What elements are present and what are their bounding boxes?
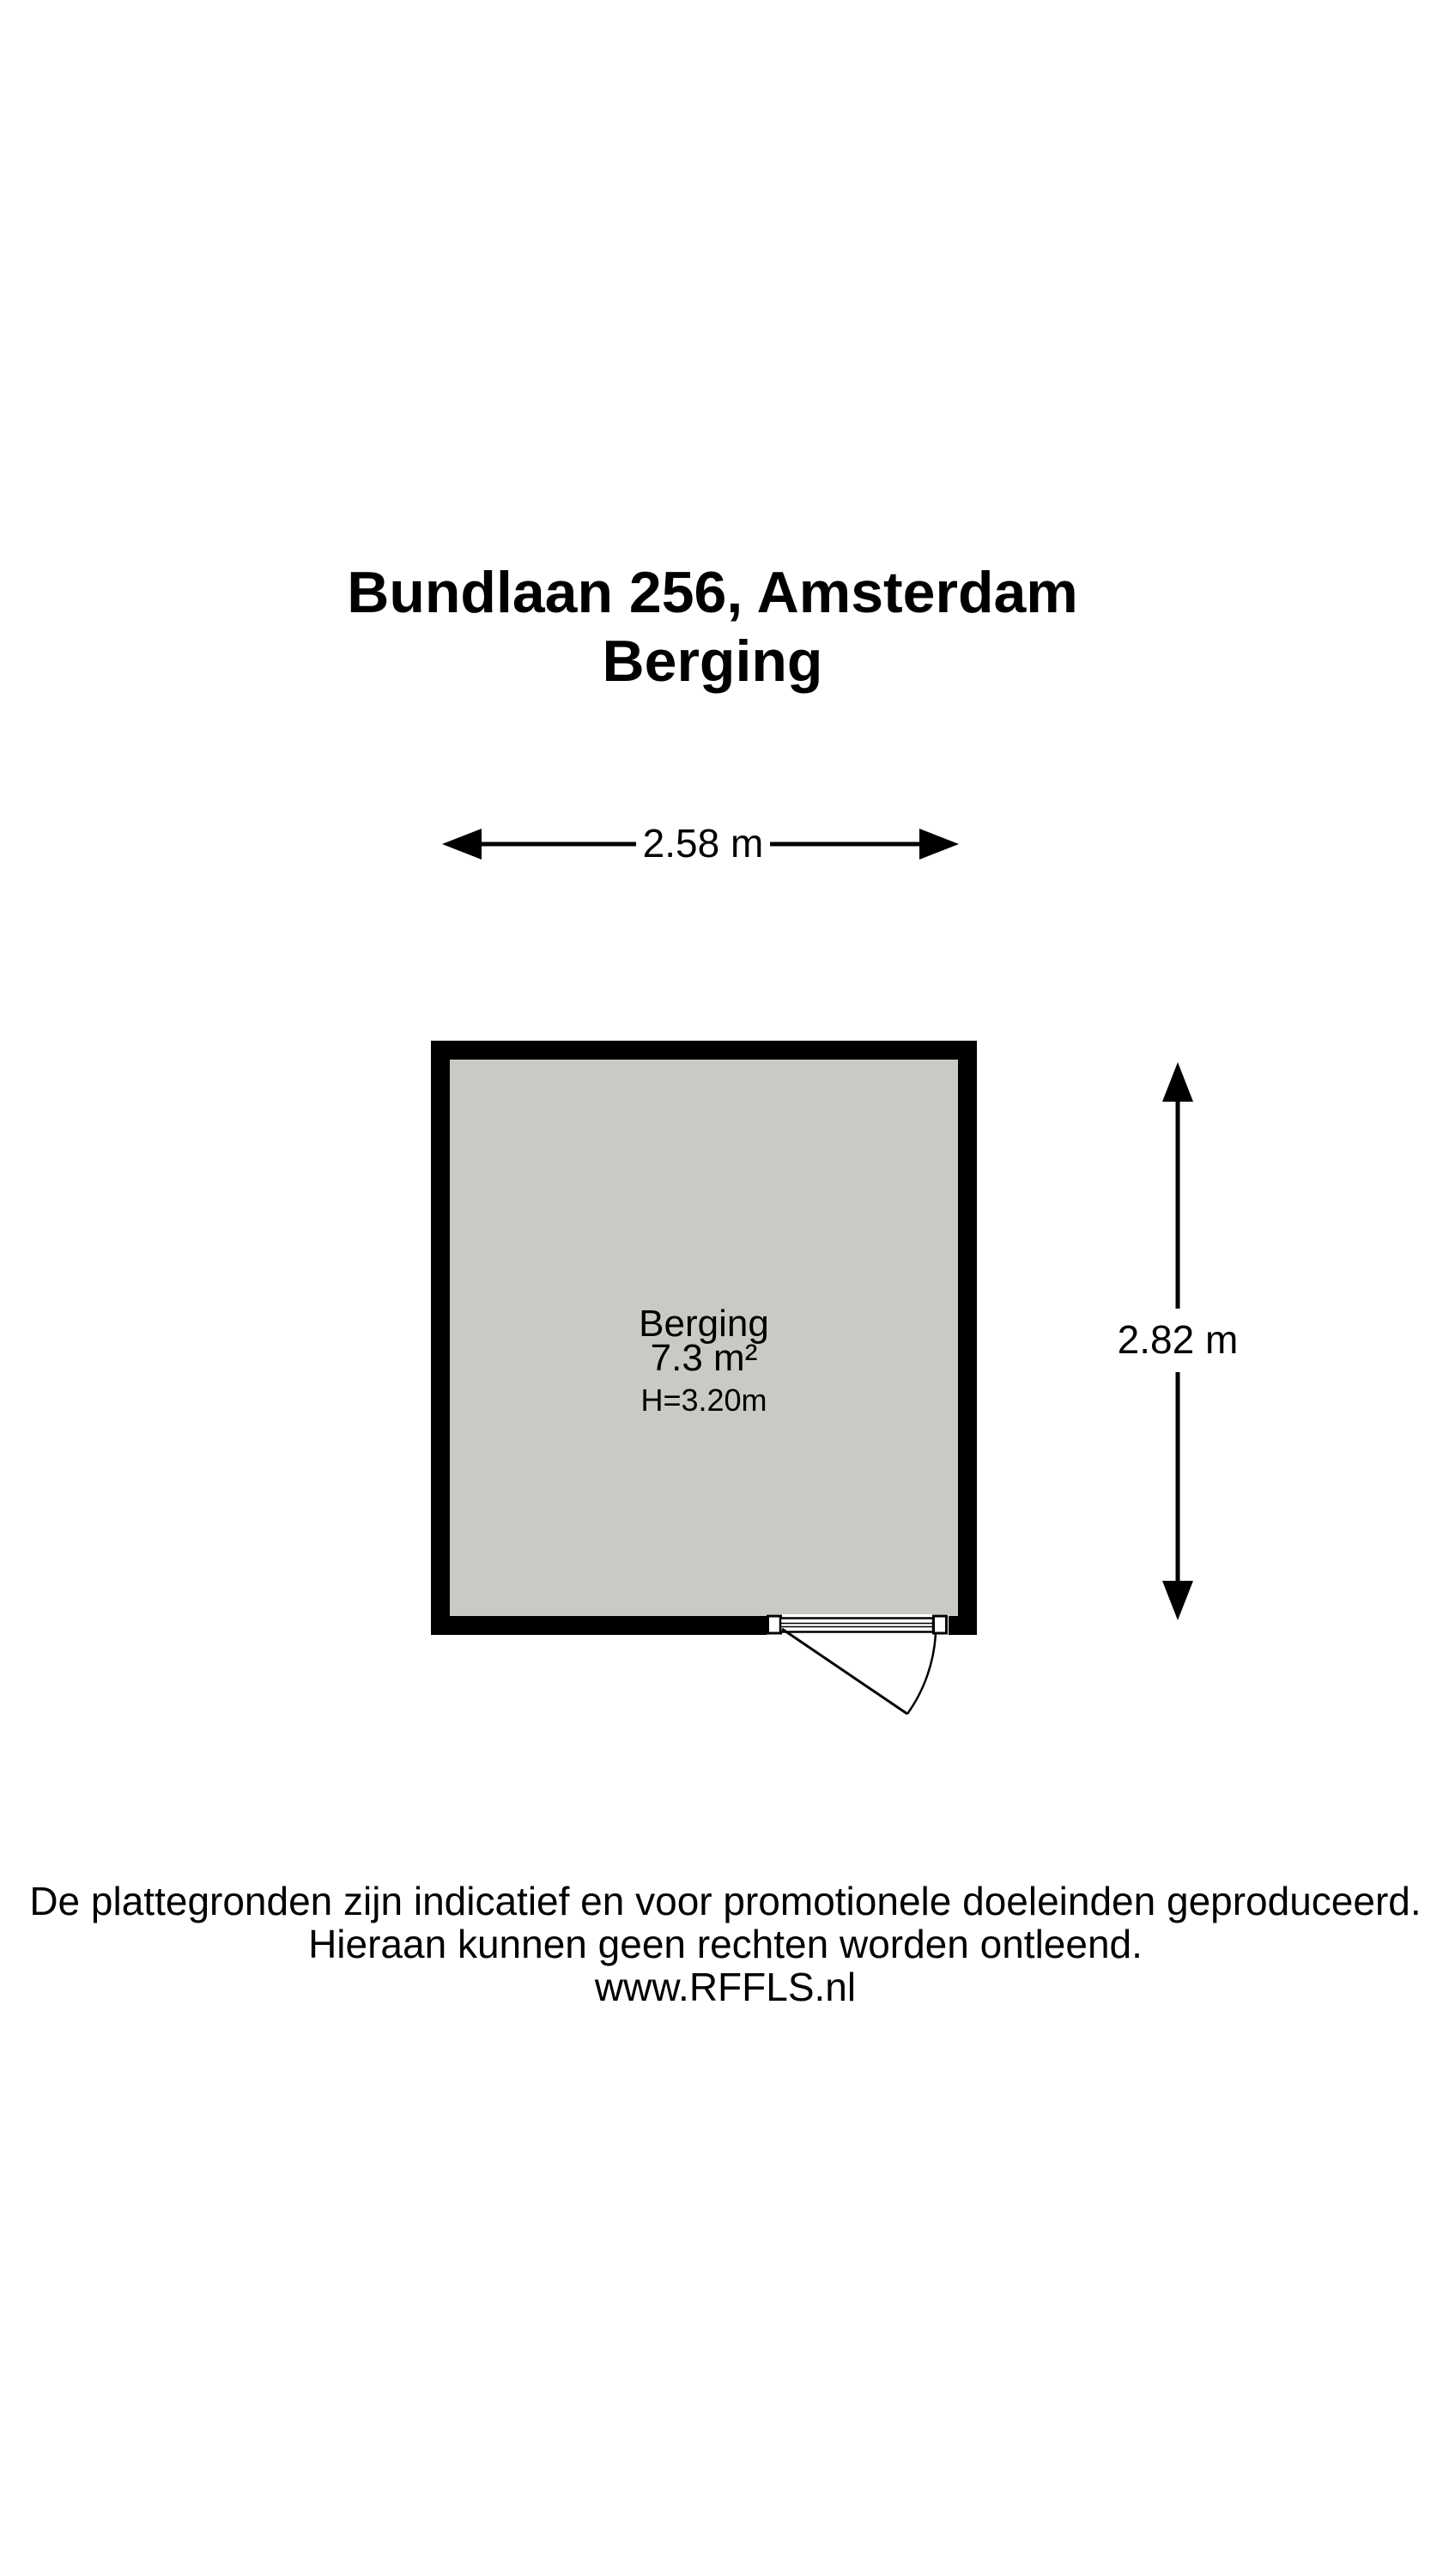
disclaimer-line-2: Hieraan kunnen geen rechten worden ontleend. <box>308 1922 1143 1966</box>
room-height-label: H=3.20m <box>640 1382 767 1418</box>
door-leaf <box>782 1629 907 1714</box>
height-dimension-label: 2.82 m <box>1117 1317 1239 1362</box>
door-panel <box>780 1619 933 1632</box>
width-dimension-label: 2.58 m <box>642 821 764 866</box>
room-area-label: 7.3 m² <box>650 1337 758 1379</box>
disclaimer-line-1: De plattegronden zijn indicatief en voor promotionele doeleinden geproduceerd. <box>29 1879 1422 1923</box>
title-address: Bundlaan 256, Amsterdam <box>347 560 1078 625</box>
room-name-label: Berging <box>639 1303 769 1345</box>
title-room-type: Berging <box>602 629 823 694</box>
disclaimer <box>29 1880 1421 2008</box>
door-left-jamb <box>768 1616 781 1633</box>
door-right-jamb <box>934 1616 947 1633</box>
door-swing-arc <box>907 1633 936 1714</box>
website-text: www.RFFLS.nl <box>594 1965 857 2009</box>
